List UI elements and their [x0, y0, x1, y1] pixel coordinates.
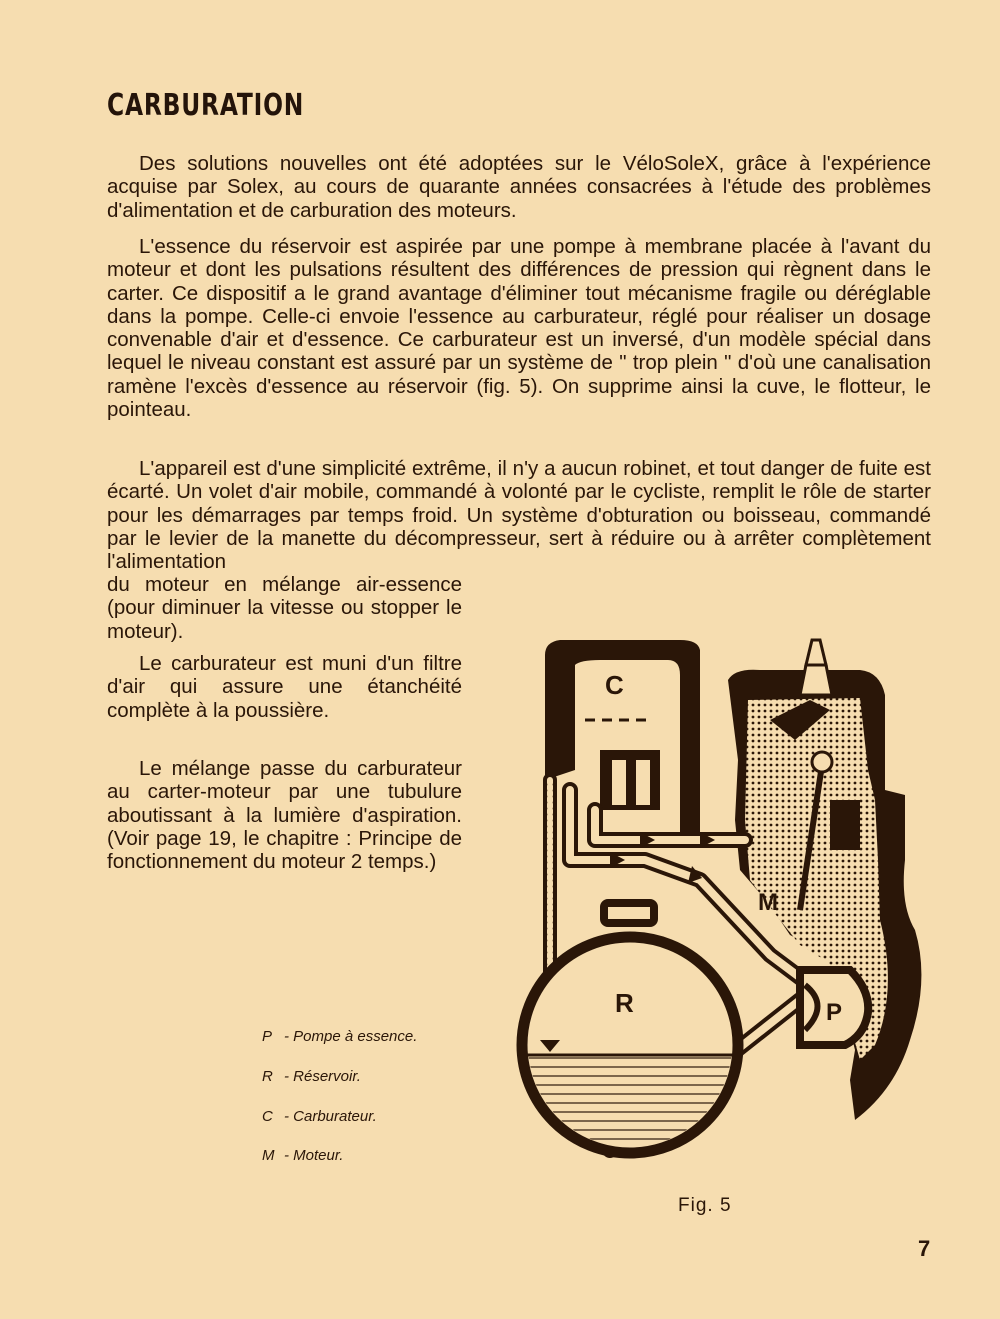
legend-item-carburetor: C - Carburateur. — [262, 1108, 377, 1125]
label-pump: P — [826, 999, 843, 1026]
paragraph-air-filter: Le carburateur est muni d'un filtre d'air qui assure une étanchéité complète à la poussière. — [107, 652, 462, 722]
legend-item-tank: R - Réservoir. — [262, 1068, 361, 1085]
paragraph-intro: Des solutions nouvelles ont été adoptées sur le VéloSoleX, grâce à l'expérience acquise par Solex, au cours de quarante années consacrées à l'étude des problèmes d'alimentation et de carburation des moteurs. — [107, 152, 931, 222]
legend-item-engine: M - Moteur. — [262, 1147, 344, 1164]
label-tank: R — [615, 988, 634, 1018]
paragraph-mixture: Le mélange passe du carburateur au carter-moteur par une tubulure aboutissant à la lumière d'aspiration. (Voir page 19, le chapitre : Principe de fonctionnement du moteur 2 temps.) — [107, 757, 462, 874]
paragraph-fuel-pump: L'essence du réservoir est aspirée par une pompe à membrane placée à l'avant du moteur et dont les pulsations résultent des différences de pression qui règnent dans le carter. Ce dispositif a le grand avantage d'éliminer tout mécanisme fragile ou déréglable dans la pompe. Celle-ci envoie l'essence au carburateur, réglé pour réaliser un dosage convenable d'air et d'essence. Ce carburateur est un inversé, d'un modèle spécial dans lequel le niveau constant est assuré par un système de " trop plein " d'où une canalisation ramène l'excès d'essence au réservoir (fig. 5). On supprime ainsi la cuve, le flotteur, le pointeau. — [107, 235, 931, 422]
label-carburetor: C — [605, 670, 624, 700]
figure-caption: Fig. 5 — [678, 1195, 732, 1216]
page-number: 7 — [918, 1236, 931, 1261]
label-engine: M — [758, 889, 778, 916]
legend-item-pump: P - Pompe à essence. — [262, 1028, 418, 1045]
paragraph-simplicity-continued: du moteur en mélange air-essence (pour diminuer la vitesse ou stopper le moteur). — [107, 573, 462, 643]
paragraph-simplicity-wide: L'appareil est d'une simplicité extrême, il n'y a aucun robinet, et tout danger de fuite est écarté. Un volet d'air mobile, commandé à volonté par le cycliste, remplit le rôle de starter pour les démarrages par temps froid. Un système d'obturation ou boisseau, commandé par le levier de la manette du décompresseur, sert à réduire ou à arrêter complètement l'alimentation — [107, 457, 931, 574]
page-title: CARBURATION — [107, 88, 305, 123]
